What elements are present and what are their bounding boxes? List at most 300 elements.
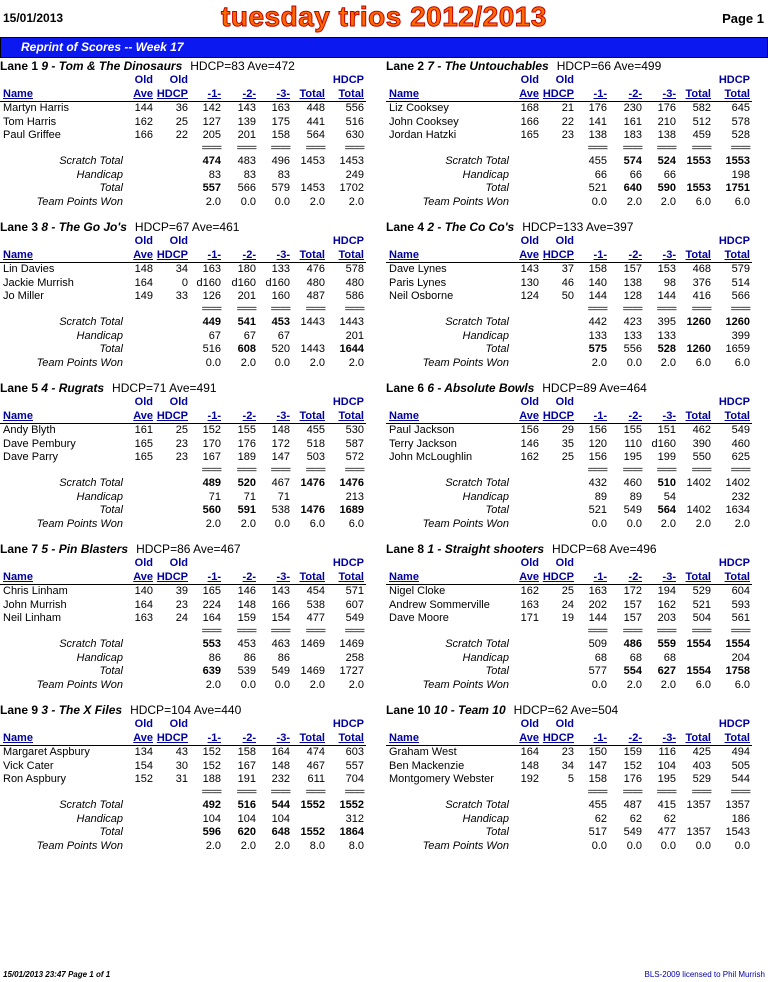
summary-value: 1357 (686, 799, 711, 811)
player-score: 582 (692, 102, 711, 114)
player-score: 521 (692, 598, 711, 611)
player-score: 604 (731, 585, 750, 597)
summary-value: 0.0 (591, 196, 607, 208)
column-header-top: HDCP (718, 557, 750, 569)
summary-value: 1689 (339, 504, 364, 516)
summary-label: Team Points Won (422, 357, 509, 369)
summary-value: 66 (663, 169, 676, 181)
player-score: 116 (658, 746, 676, 758)
player-score: 195 (623, 451, 642, 463)
summary-label: Handicap (462, 813, 509, 825)
column-header: Total (685, 732, 711, 744)
column-header: HDCP (542, 410, 574, 422)
column-header-top: HDCP (332, 396, 364, 408)
player-score: 529 (692, 585, 711, 597)
column-header: HDCP (542, 571, 574, 583)
player-score: 163 (520, 598, 539, 611)
player-score: 138 (588, 129, 607, 141)
lane-number: Lane 4 (386, 220, 425, 234)
lane-number: Lane 8 (386, 542, 425, 556)
summary-label: Total (99, 182, 123, 194)
summary-value: 566 (237, 182, 256, 194)
player-name: Andrew Sommerville (389, 598, 490, 611)
player-name: Tom Harris (3, 115, 57, 128)
player-score: 578 (345, 263, 364, 275)
summary-value: 67 (243, 330, 256, 342)
team-name: 10 - Team 10 (434, 703, 506, 717)
lane-header (386, 220, 633, 234)
summary-value: 2.0 (695, 518, 711, 530)
total-separator: ==== (305, 143, 325, 154)
summary-value: 0.0 (240, 196, 256, 208)
column-header-name: Name (3, 732, 33, 744)
column-header: -1- (207, 249, 221, 261)
summary-value: 6.0 (695, 357, 711, 369)
lane-number: Lane 7 (0, 542, 39, 556)
summary-value: 510 (657, 477, 676, 489)
summary-value: 1552 (300, 799, 325, 811)
player-score: d160 (231, 276, 256, 289)
column-header-top: HDCP (332, 235, 364, 247)
player-score: 611 (307, 773, 325, 785)
lane-block (0, 381, 380, 539)
total-separator: ==== (201, 143, 221, 154)
player-score: 201 (237, 290, 256, 302)
player-name: Martyn Harris (3, 102, 70, 114)
column-header-top: HDCP (332, 718, 364, 730)
column-header-name: Name (3, 410, 33, 422)
summary-value: 8.0 (309, 840, 325, 852)
player-score: 126 (202, 290, 221, 302)
summary-label: Scratch Total (59, 799, 123, 811)
summary-value: 67 (208, 330, 221, 342)
player-score: 19 (561, 612, 574, 624)
total-separator: ==== (730, 304, 750, 315)
player-score: 390 (692, 437, 711, 450)
player-score: 175 (271, 115, 290, 128)
player-score: 157 (623, 263, 642, 275)
total-separator: ==== (270, 787, 290, 798)
player-score: 159 (237, 612, 256, 624)
summary-value: 68 (663, 652, 676, 664)
total-separator: ==== (656, 143, 676, 154)
summary-label: Scratch Total (445, 316, 509, 328)
column-header: Ave (133, 571, 153, 583)
player-score: 459 (692, 129, 711, 141)
player-score: 162 (520, 585, 539, 597)
summary-value: 54 (663, 491, 676, 503)
summary-value: 0.0 (626, 357, 642, 369)
player-name: Dave Parry (3, 451, 59, 463)
team-name: 4 - Rugrats (41, 381, 105, 395)
summary-value: 1260 (725, 316, 750, 328)
summary-value: 2.0 (205, 840, 221, 852)
team-handicap-average: HDCP=68 Ave=496 (552, 542, 657, 556)
column-header-top: Old (520, 235, 539, 247)
column-header: HDCP (542, 88, 574, 100)
column-header-top: Old (555, 74, 574, 86)
column-header: Total (299, 410, 325, 422)
player-score: 460 (731, 437, 750, 450)
player-score: 455 (306, 424, 325, 436)
player-score: 425 (692, 746, 711, 758)
player-score: 43 (175, 746, 188, 758)
player-name: Jo Miller (3, 290, 44, 302)
total-separator: ==== (201, 304, 221, 315)
player-score: 556 (345, 102, 364, 114)
player-name: Jordan Hatzki (389, 129, 457, 141)
player-score: 403 (692, 759, 711, 772)
summary-value: 67 (277, 330, 290, 342)
lane-header (0, 220, 239, 234)
column-header: -3- (276, 410, 290, 422)
summary-value: 415 (657, 799, 676, 811)
column-header: -2- (242, 732, 256, 744)
column-header: -3- (662, 249, 676, 261)
player-score: 29 (561, 424, 574, 436)
column-header: HDCP (156, 571, 188, 583)
column-header: Total (724, 249, 750, 261)
summary-label: Handicap (462, 491, 509, 503)
player-name: Paul Griffee (3, 129, 61, 141)
player-score: 30 (175, 759, 188, 772)
player-score: 25 (561, 585, 574, 597)
column-header: -2- (628, 732, 642, 744)
column-header-name: Name (389, 571, 419, 583)
player-name: Dave Moore (389, 612, 449, 624)
player-score: 139 (237, 115, 256, 128)
summary-value: 1357 (725, 799, 750, 811)
summary-value: 1552 (300, 826, 325, 838)
report-banner (0, 37, 768, 58)
summary-value: 71 (277, 491, 290, 503)
column-header: HDCP (542, 249, 574, 261)
player-score: 480 (306, 276, 325, 289)
summary-value: 516 (237, 799, 256, 811)
column-header: Total (299, 88, 325, 100)
player-score: 166 (271, 598, 290, 611)
player-score: 130 (520, 276, 539, 289)
player-score: 188 (202, 773, 221, 785)
total-separator: ==== (305, 626, 325, 637)
player-score: 148 (271, 759, 290, 772)
summary-value: 395 (657, 316, 676, 328)
total-separator: ==== (622, 304, 642, 315)
column-header: Total (299, 249, 325, 261)
summary-value: 549 (271, 665, 290, 677)
player-score: 152 (623, 759, 642, 772)
column-header: Total (685, 88, 711, 100)
lane-number: Lane 9 (0, 703, 39, 717)
player-score: 143 (237, 102, 256, 114)
summary-value: 0.0 (240, 679, 256, 691)
summary-value: 2.0 (348, 357, 364, 369)
summary-value: 1552 (339, 799, 364, 811)
summary-value: 258 (345, 652, 364, 664)
column-header-top: HDCP (718, 718, 750, 730)
summary-value: 2.0 (205, 196, 221, 208)
player-score: 516 (345, 115, 364, 128)
summary-value: 8.0 (348, 840, 364, 852)
summary-value: 2.0 (734, 518, 750, 530)
summary-value: 1453 (339, 155, 364, 167)
player-name: Andy Blyth (3, 424, 56, 436)
summary-label: Handicap (76, 330, 123, 342)
player-score: 164 (202, 612, 221, 624)
player-score: 157 (623, 598, 642, 611)
summary-value: 1554 (686, 665, 711, 677)
summary-value: 528 (657, 343, 676, 355)
summary-value: 2.0 (274, 840, 290, 852)
player-score: 164 (134, 598, 153, 611)
player-score: 514 (731, 276, 750, 289)
column-header: -2- (242, 410, 256, 422)
column-header: -1- (207, 732, 221, 744)
column-header: Total (338, 410, 364, 422)
summary-value: 0.0 (660, 840, 676, 852)
summary-label: Team Points Won (422, 840, 509, 852)
summary-value: 460 (623, 477, 642, 489)
summary-value: 0.0 (274, 196, 290, 208)
total-separator: ==== (691, 465, 711, 476)
total-separator: ==== (201, 626, 221, 637)
player-score: 104 (657, 759, 676, 772)
player-name: Dave Lynes (389, 263, 447, 275)
column-header-top: Old (169, 557, 188, 569)
summary-value: 2.0 (309, 679, 325, 691)
player-score: 202 (588, 598, 607, 611)
summary-value: 496 (271, 155, 290, 167)
summary-value: 1469 (300, 638, 325, 650)
player-score: 167 (202, 451, 221, 463)
player-score: 468 (692, 263, 711, 275)
summary-value: 489 (202, 477, 221, 489)
total-separator: ==== (587, 304, 607, 315)
column-header-top: Old (520, 557, 539, 569)
column-header: -3- (662, 571, 676, 583)
summary-value: 1453 (300, 182, 325, 194)
player-score: 561 (731, 612, 750, 624)
column-header-top: Old (134, 718, 153, 730)
player-score: 152 (134, 773, 153, 785)
summary-value: 2.0 (240, 518, 256, 530)
summary-value: 71 (208, 491, 221, 503)
summary-value: 1402 (725, 477, 750, 489)
player-score: 37 (561, 263, 574, 275)
player-score: 528 (731, 129, 750, 141)
summary-label: Total (485, 182, 509, 194)
player-score: 50 (561, 290, 574, 302)
player-score: 232 (271, 773, 290, 785)
summary-value: 1758 (725, 665, 750, 677)
summary-value: 66 (629, 169, 642, 181)
total-separator: ==== (691, 143, 711, 154)
lane-block (386, 220, 766, 378)
team-handicap-average: HDCP=89 Ave=464 (542, 381, 647, 395)
player-score: 163 (202, 263, 221, 275)
player-score: 530 (345, 424, 364, 436)
player-score: 164 (520, 746, 539, 758)
summary-value: 463 (271, 638, 290, 650)
player-score: 172 (271, 437, 290, 450)
player-score: 161 (623, 115, 642, 128)
summary-label: Handicap (462, 169, 509, 181)
lane-block (386, 703, 766, 861)
summary-value: 1443 (300, 316, 325, 328)
column-header: -1- (593, 732, 607, 744)
footer-license: BLS-2009 licensed to Phil Murrish (644, 970, 765, 979)
summary-value: 549 (623, 826, 642, 838)
summary-value: 516 (202, 343, 221, 355)
total-separator: ==== (730, 787, 750, 798)
column-header: Ave (133, 249, 153, 261)
player-score: 24 (175, 612, 188, 624)
total-separator: ==== (201, 465, 221, 476)
player-score: 205 (202, 129, 221, 141)
summary-value: 104 (237, 813, 256, 825)
team-name: 3 - The X Files (41, 703, 123, 717)
player-score: 143 (520, 263, 539, 275)
summary-value: 1476 (300, 504, 325, 516)
summary-value: 66 (594, 169, 607, 181)
player-score: 529 (692, 773, 711, 785)
total-separator: ==== (691, 787, 711, 798)
player-score: 210 (657, 115, 676, 128)
column-header-top: HDCP (718, 74, 750, 86)
player-score: 147 (271, 451, 290, 463)
summary-value: 521 (588, 504, 607, 516)
player-score: 176 (237, 437, 256, 450)
player-score: 31 (175, 773, 188, 785)
column-header-top: Old (555, 396, 574, 408)
summary-value: 71 (243, 491, 256, 503)
player-score: 158 (588, 773, 607, 785)
column-header-top: HDCP (332, 74, 364, 86)
summary-label: Scratch Total (445, 799, 509, 811)
total-separator: ==== (587, 465, 607, 476)
total-separator: ==== (236, 304, 256, 315)
player-score: 146 (237, 585, 256, 597)
player-score: 155 (237, 424, 256, 436)
summary-value: 86 (243, 652, 256, 664)
summary-value: 0.0 (626, 840, 642, 852)
summary-value: 2.0 (626, 196, 642, 208)
column-header: -1- (207, 88, 221, 100)
summary-value: 6.0 (734, 679, 750, 691)
column-header: Total (338, 571, 364, 583)
summary-value: 539 (237, 665, 256, 677)
summary-value: 1402 (686, 504, 711, 516)
summary-label: Team Points Won (36, 357, 123, 369)
summary-value: 6.0 (695, 679, 711, 691)
summary-value: 1702 (339, 182, 364, 194)
summary-value: 1402 (686, 477, 711, 489)
player-name: Chris Linham (3, 585, 68, 597)
player-score: d160 (265, 276, 290, 289)
summary-value: 0.0 (626, 518, 642, 530)
summary-value: 455 (588, 155, 607, 167)
player-score: 477 (306, 612, 325, 624)
column-header: -1- (207, 410, 221, 422)
summary-value: 579 (271, 182, 290, 194)
summary-value: 2.0 (660, 196, 676, 208)
summary-value: 133 (657, 330, 676, 342)
column-header-top: Old (134, 74, 153, 86)
summary-value: 560 (202, 504, 221, 516)
player-score: 23 (561, 129, 574, 141)
player-score: 142 (202, 102, 221, 114)
player-score: 158 (271, 129, 290, 141)
player-score: 156 (520, 424, 539, 436)
player-score: 518 (306, 437, 325, 450)
column-header: Ave (133, 88, 153, 100)
summary-value: 1476 (300, 477, 325, 489)
player-score: 144 (657, 290, 676, 302)
column-header: Ave (133, 410, 153, 422)
summary-value: 104 (271, 813, 290, 825)
player-score: 183 (623, 129, 642, 141)
summary-value: 575 (588, 343, 607, 355)
column-header: -3- (662, 410, 676, 422)
player-score: 201 (237, 129, 256, 141)
lane-block (386, 381, 766, 539)
column-header: -2- (628, 249, 642, 261)
team-handicap-average: HDCP=66 Ave=499 (556, 59, 662, 73)
summary-value: 556 (623, 343, 642, 355)
column-header: -1- (207, 571, 221, 583)
team-handicap-average: HDCP=71 Ave=491 (112, 381, 217, 395)
summary-label: Total (485, 504, 509, 516)
player-score: 127 (202, 115, 221, 128)
player-score: 146 (520, 437, 539, 450)
player-score: 156 (588, 451, 607, 463)
summary-value: 0.0 (591, 840, 607, 852)
summary-label: Team Points Won (422, 518, 509, 530)
player-score: 474 (306, 746, 325, 758)
total-separator: ==== (622, 143, 642, 154)
player-score: 0 (181, 276, 188, 289)
summary-value: 0.0 (274, 357, 290, 369)
summary-value: 596 (202, 826, 221, 838)
player-score: 544 (731, 773, 750, 785)
player-name: Nigel Cloke (389, 585, 446, 597)
column-header-top: HDCP (718, 396, 750, 408)
player-name: Dave Pembury (3, 437, 76, 450)
player-name: John Murrish (3, 598, 67, 611)
team-handicap-average: HDCP=133 Ave=397 (522, 220, 634, 234)
summary-value: 577 (588, 665, 607, 677)
column-header: -2- (242, 88, 256, 100)
summary-value: 453 (271, 316, 290, 328)
summary-label: Total (99, 826, 123, 838)
player-score: 158 (237, 746, 256, 758)
player-score: 164 (134, 276, 153, 289)
player-score: 557 (345, 759, 364, 772)
column-header: -3- (276, 249, 290, 261)
summary-label: Total (485, 665, 509, 677)
player-score: 163 (271, 102, 290, 114)
player-score: 630 (345, 129, 364, 141)
player-score: 172 (623, 585, 642, 597)
player-score: 25 (561, 451, 574, 463)
total-separator: ==== (305, 465, 325, 476)
summary-value: 590 (657, 182, 676, 194)
total-separator: ==== (691, 626, 711, 637)
player-score: 504 (692, 612, 711, 624)
team-name: 1 - Straight shooters (427, 542, 545, 556)
summary-value: 2.0 (660, 518, 676, 530)
player-score: 505 (731, 759, 750, 772)
